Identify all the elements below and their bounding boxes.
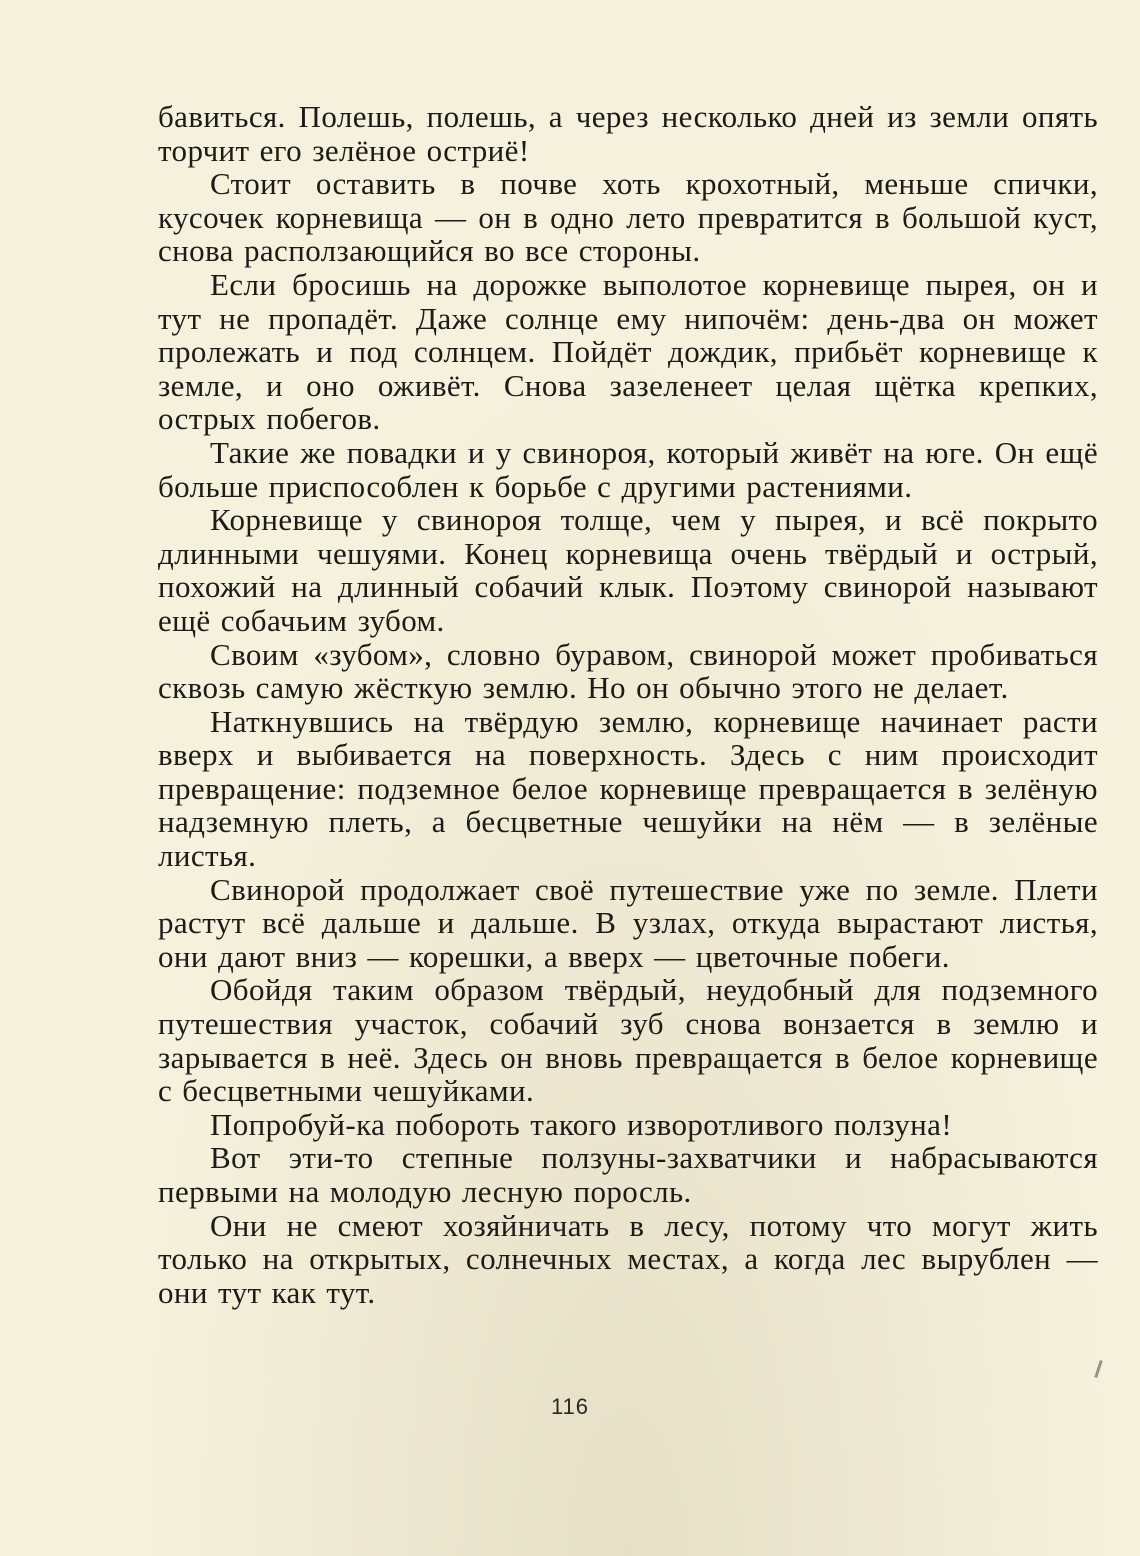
ink-mark (1094, 1360, 1102, 1378)
paragraph: бавиться. Полешь, полешь, а через несколько дней из земли опять торчит его зелёное остриё! (158, 99, 1098, 168)
paragraph: Наткнувшись на твёрдую землю, корневище начинает расти вверх и выбивается на поверхность. Здесь с ним происходит превращение: подземное белое корневище превращается в зелёную надземную плеть, а бесцветные чешуйки на нём — в зелёные листья. (158, 703, 1098, 874)
paragraph: Своим «зубом», словно буравом, свинорой может пробиваться сквозь самую жёсткую землю. Но он обычно этого не делает. (158, 636, 1098, 706)
paragraph: Корневище у свинороя толще, чем у пырея, и всё покрыто длинными чешуями. Конец корневища очень твёрдый и острый, похожий на длинный собачий клык. Поэтому свинорой называют ещё собачьим зубом. (158, 502, 1098, 638)
paragraph: Стоит оставить в почве хоть крохотный, меньше спички, кусочек корневища — он в одно лето превратится в большой куст, снова расползающийся во все стороны. (158, 166, 1098, 269)
page-number-label: 116 (550, 1394, 590, 1419)
body-text (158, 100, 1098, 1309)
paragraph: Попробуй-ка побороть такого изворотливого ползуна! (210, 1106, 953, 1142)
paragraph: Обойдя таким образом твёрдый, неудобный для подземного путешествия участок, собачий зуб снова вонзается в землю и зарывается в неё. Здесь он вновь превращается в белое корневище с бесцветными чешуйками. (158, 972, 1098, 1109)
paragraph: Такие же повадки и у свинороя, который живёт на юге. Он ещё больше приспособлен к борьбе с другими растениями. (158, 434, 1098, 504)
paragraph: Вот эти-то степные ползуны-захватчики и набрасываются первыми на молодую лесную поросль. (158, 1140, 1098, 1209)
paragraph: Свинорой продолжает своё путешествие уже по земле. Плети растут всё дальше и дальше. В узлах, откуда вырастают листья, они дают вниз — корешки, а вверх — цветочные побеги. (158, 871, 1098, 974)
paragraph: Они не смеют хозяйничать в лесу, потому что могут жить только на открытых, солнечных местах, а когда лес вырублен — они тут как тут. (158, 1207, 1098, 1310)
page-number (0, 1394, 1140, 1420)
paragraph: Если бросишь на дорожке выполотое корневище пырея, он и тут не пропадёт. Даже солнце ему нипочём: день-два он может пролежать и под солнцем. Пойдёт дождик, прибьёт корневище к земле, и оно оживёт. Снова зазеленеет целая щётка крепких, острых побегов. (158, 266, 1098, 437)
